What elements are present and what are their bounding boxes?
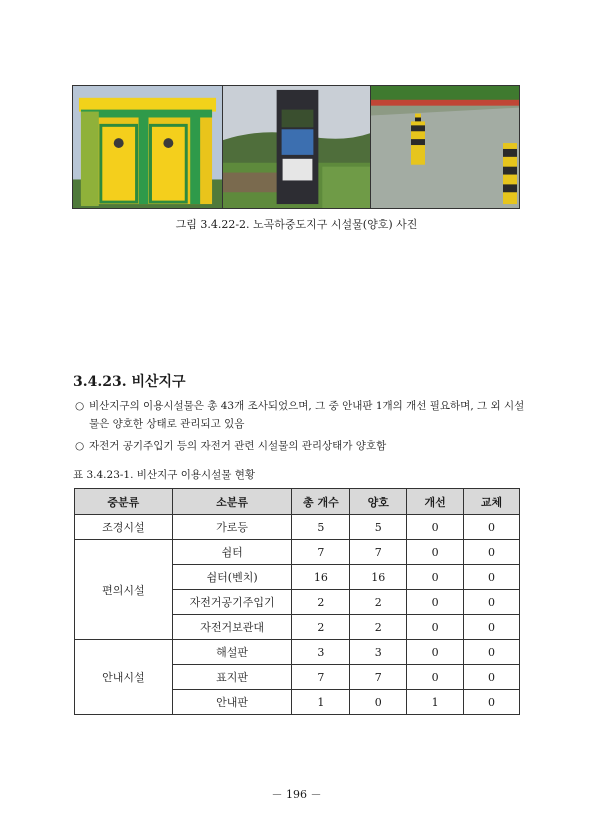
column-header: 중분류 bbox=[75, 489, 173, 515]
replace-cell: 0 bbox=[464, 590, 520, 615]
total-cell: 7 bbox=[292, 540, 350, 565]
improve-cell: 0 bbox=[407, 665, 464, 690]
replace-cell: 0 bbox=[464, 565, 520, 590]
replace-cell: 0 bbox=[464, 640, 520, 665]
total-cell: 3 bbox=[292, 640, 350, 665]
good-cell: 2 bbox=[350, 615, 407, 640]
replace-cell: 0 bbox=[464, 665, 520, 690]
improve-cell: 1 bbox=[407, 690, 464, 715]
table-title: 표 3.4.23-1. 비산지구 이용시설물 현황 bbox=[73, 469, 256, 481]
bullet-text: 자전거 공기주입기 등의 자전거 관련 시설물의 관리상태가 양호함 bbox=[89, 440, 387, 452]
column-header: 양호 bbox=[350, 489, 407, 515]
facility-table bbox=[74, 488, 520, 715]
column-header: 개선 bbox=[407, 489, 464, 515]
improve-cell: 0 bbox=[407, 540, 464, 565]
subcategory-cell: 쉼터(벤치) bbox=[172, 565, 292, 590]
page-number: － 196 － bbox=[271, 788, 322, 801]
improve-cell: 0 bbox=[407, 565, 464, 590]
restroom-building-photo bbox=[73, 86, 223, 208]
total-cell: 2 bbox=[292, 615, 350, 640]
replace-cell: 0 bbox=[464, 615, 520, 640]
replace-cell: 0 bbox=[464, 690, 520, 715]
bullet-mark: ○ bbox=[75, 400, 85, 412]
column-header: 교체 bbox=[464, 489, 520, 515]
subcategory-cell: 표지판 bbox=[172, 665, 292, 690]
good-cell: 7 bbox=[350, 540, 407, 565]
section-title: 3.4.23. 비산지구 bbox=[73, 374, 186, 390]
bullet-item bbox=[75, 397, 525, 433]
table-row bbox=[75, 640, 520, 665]
improve-cell: 0 bbox=[407, 640, 464, 665]
subcategory-cell: 안내판 bbox=[172, 690, 292, 715]
total-cell: 2 bbox=[292, 590, 350, 615]
table-row bbox=[75, 540, 520, 565]
column-header: 소분류 bbox=[172, 489, 292, 515]
good-cell: 3 bbox=[350, 640, 407, 665]
total-cell: 16 bbox=[292, 565, 350, 590]
bullet-item bbox=[75, 437, 525, 455]
photo-figure bbox=[72, 85, 520, 209]
improve-cell: 0 bbox=[407, 590, 464, 615]
good-cell: 0 bbox=[350, 690, 407, 715]
total-cell: 5 bbox=[292, 515, 350, 540]
table-row bbox=[75, 515, 520, 540]
bicycle-bollards-photo bbox=[371, 86, 519, 208]
good-cell: 7 bbox=[350, 665, 407, 690]
subcategory-cell: 해설판 bbox=[172, 640, 292, 665]
total-cell: 7 bbox=[292, 665, 350, 690]
category-cell: 조경시설 bbox=[75, 515, 173, 540]
subcategory-cell: 가로등 bbox=[172, 515, 292, 540]
table-header-row bbox=[75, 489, 520, 515]
signboard-photo bbox=[223, 86, 371, 208]
bullet-mark: ○ bbox=[75, 440, 85, 452]
subcategory-cell: 쉼터 bbox=[172, 540, 292, 565]
improve-cell: 0 bbox=[407, 615, 464, 640]
figure-caption: 그림 3.4.22-2. 노곡하중도지구 시설물(양호) 사진 bbox=[175, 218, 418, 231]
good-cell: 16 bbox=[350, 565, 407, 590]
replace-cell: 0 bbox=[464, 515, 520, 540]
subcategory-cell: 자전거보관대 bbox=[172, 615, 292, 640]
category-cell: 안내시설 bbox=[75, 640, 173, 715]
good-cell: 5 bbox=[350, 515, 407, 540]
total-cell: 1 bbox=[292, 690, 350, 715]
column-header: 총 개수 bbox=[292, 489, 350, 515]
replace-cell: 0 bbox=[464, 540, 520, 565]
bullet-text: 비산지구의 이용시설물은 총 43개 조사되었으며, 그 중 안내판 1개의 개선 필요하며, 그 외 시설물은 양호한 상태로 관리되고 있음 bbox=[89, 400, 525, 430]
subcategory-cell: 자전거공기주입기 bbox=[172, 590, 292, 615]
improve-cell: 0 bbox=[407, 515, 464, 540]
category-cell: 편의시설 bbox=[75, 540, 173, 640]
good-cell: 2 bbox=[350, 590, 407, 615]
